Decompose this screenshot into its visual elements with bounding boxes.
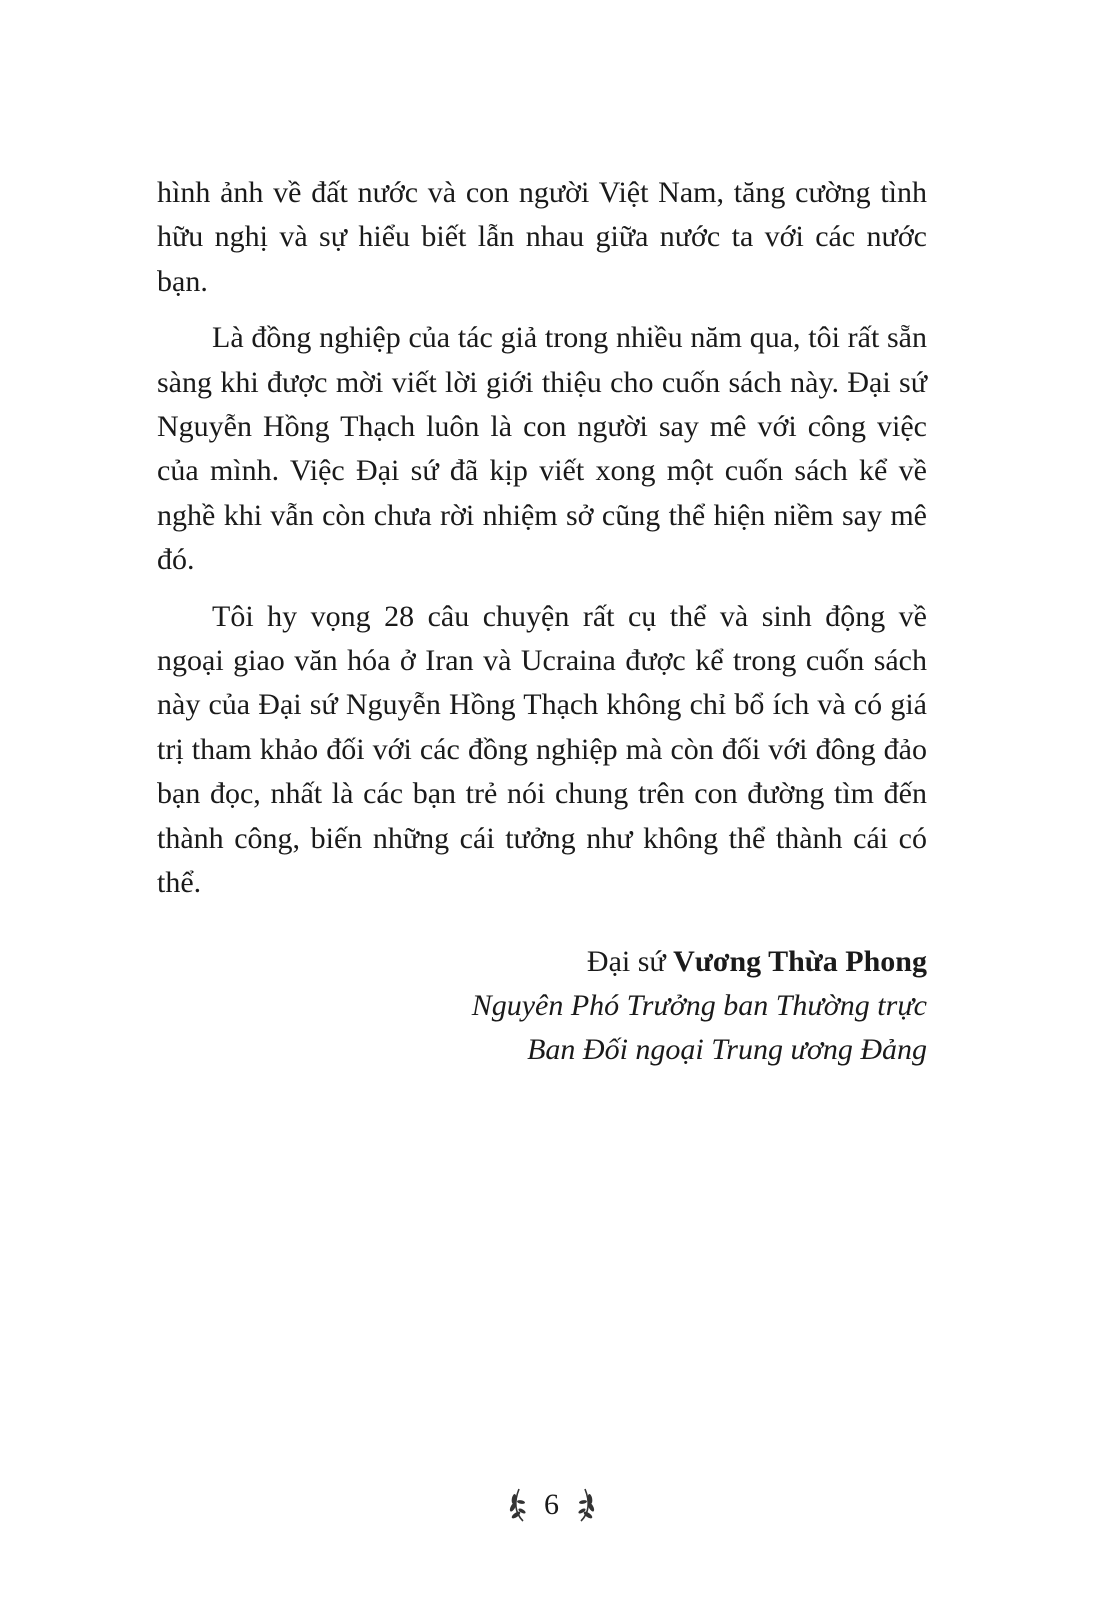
body-text — [157, 171, 927, 918]
signature-name: Vương Thừa Phong — [673, 945, 927, 978]
laurel-right-icon — [573, 1485, 601, 1525]
signature-title-line1: Nguyên Phó Trưởng ban Thường trực — [471, 989, 927, 1022]
laurel-left-icon — [503, 1485, 531, 1525]
page-number-footer — [0, 1483, 1103, 1525]
signature-prefix: Đại sứ — [586, 945, 674, 978]
page-number: 6 — [544, 1488, 559, 1522]
signature-title-line2: Ban Đối ngoại Trung ương Đảng — [527, 1033, 927, 1066]
paragraph-colleague: Là đồng nghiệp của tác giả trong nhiều năm qua, tôi rất sẵn sàng khi được mời viết lời giới thiệu cho cuốn sách này. Đại sứ Nguyễn Hồng Thạch luôn là con người say mê với công việc của mình. Việc Đại sứ đã kịp viết xong một cuốn sách kể về nghề khi vẫn còn chưa rời nhiệm sở cũng thể hiện niềm say mê đó. — [157, 321, 927, 577]
paragraph-continued: hình ảnh về đất nước và con người Việt Nam, tăng cường tình hữu nghị và sự hiểu biết lẫn nhau giữa nước ta với các nước bạn. — [157, 176, 927, 298]
signature-block — [472, 940, 927, 1072]
signature-name-line — [472, 940, 927, 984]
paragraph-hope: Tôi hy vọng 28 câu chuyện rất cụ thể và sinh động về ngoại giao văn hóa ở Iran và Ucraina được kể trong cuốn sách này của Đại sứ Nguyễn Hồng Thạch không chỉ bổ ích và có giá trị tham khảo đối với các đồng nghiệp mà còn đối với đông đảo bạn đọc, nhất là các bạn trẻ nói chung trên con đường tìm đến thành công, biến những cái tưởng như không thể thành cái có thể. — [157, 599, 927, 900]
